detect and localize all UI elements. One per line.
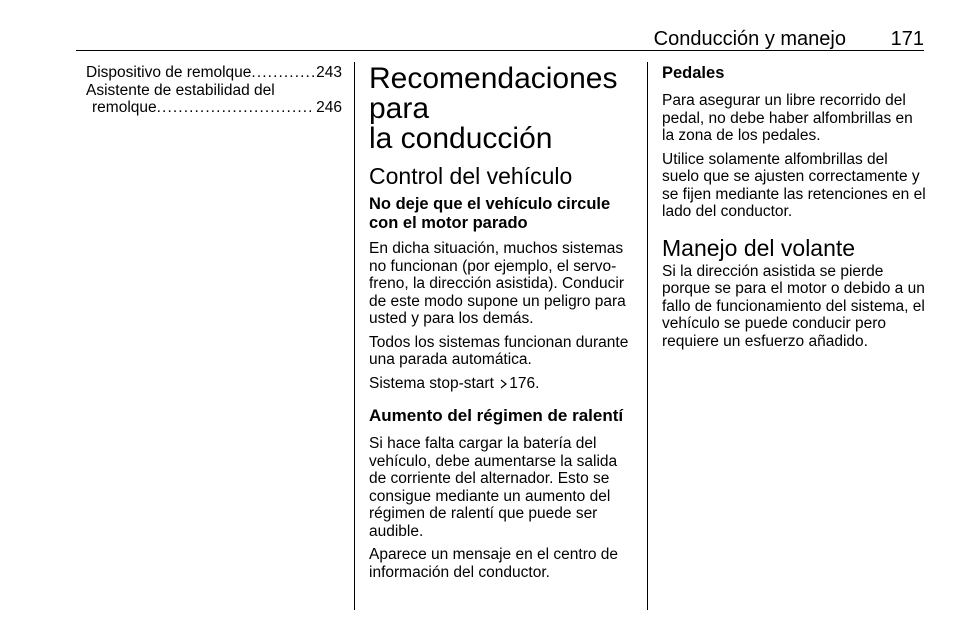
page-header: [76, 28, 924, 51]
toc-entry[interactable]: [86, 99, 342, 117]
paragraph: Utilice solamente alfombrillas del suelo que se ajusten correctamente y se fijen mediante las retenciones en el lado del conductor.: [662, 150, 926, 220]
content-column-middle: [369, 64, 633, 587]
toc-leader: [251, 64, 314, 82]
section-heading-line: la conducción: [369, 122, 553, 155]
topic-heading: Pedales: [662, 64, 725, 82]
section-heading-line: Recomendaciones para: [369, 62, 618, 125]
section-heading: [369, 64, 633, 154]
toc-entry-page: 246: [316, 99, 342, 116]
toc-entry-text: Dispositivo de remolque: [86, 64, 252, 81]
column-divider: [647, 62, 648, 610]
paragraph: Si hace falta cargar la batería del vehículo, debe aumentarse la salida de corriente del alternador. Esto se consigue mediante un aumento del régimen de ralentí que puede ser audible.: [369, 435, 618, 540]
subsection-heading: Control del vehículo: [369, 163, 573, 189]
paragraph: Si la dirección asistida se pierde porque se para el motor o debido a un fallo de funcionamiento del sistema, el vehículo se puede conducir pero requiere un esfuerzo añadido.: [662, 262, 925, 350]
toc-entry[interactable]: [86, 64, 342, 82]
column-divider: [354, 62, 355, 610]
toc-leader: [157, 99, 315, 117]
paragraph: Para asegurar un libre recorrido del pedal, no debe haber alfombrillas en la zona de los pedales.: [662, 92, 913, 144]
paragraph: Todos los sistemas funcionan durante una parada automática.: [369, 333, 629, 368]
page-reference-icon: [500, 379, 507, 389]
toc-column: [86, 64, 342, 117]
toc-entry[interactable]: [86, 82, 342, 100]
topic-heading: Aumento del régimen de ralentí: [369, 406, 624, 425]
toc-entry-text: remolque: [92, 99, 157, 116]
content-column-right: [662, 64, 926, 356]
reference-page-link[interactable]: 176.: [509, 374, 540, 392]
topic-heading: No deje que el vehículo circule con el motor parado: [369, 195, 611, 232]
toc-entry-page: 243: [316, 64, 342, 81]
toc-entry-text: Asistente de estabilidad del: [86, 81, 275, 99]
page-number: 171: [890, 28, 924, 50]
paragraph: Aparece un mensaje en el centro de información del conductor.: [369, 546, 619, 581]
chapter-title: Conducción y manejo: [653, 28, 846, 50]
subsection-heading: Manejo del volante: [662, 234, 856, 261]
reference-text: Sistema stop-start: [369, 374, 494, 392]
paragraph: [369, 375, 633, 393]
paragraph: En dicha situación, muchos sistemas no funcionan (por ejemplo, el servo-freno, la dirección asistida). Conducir de este modo supone un peligro para usted y para los demás.: [369, 240, 626, 327]
